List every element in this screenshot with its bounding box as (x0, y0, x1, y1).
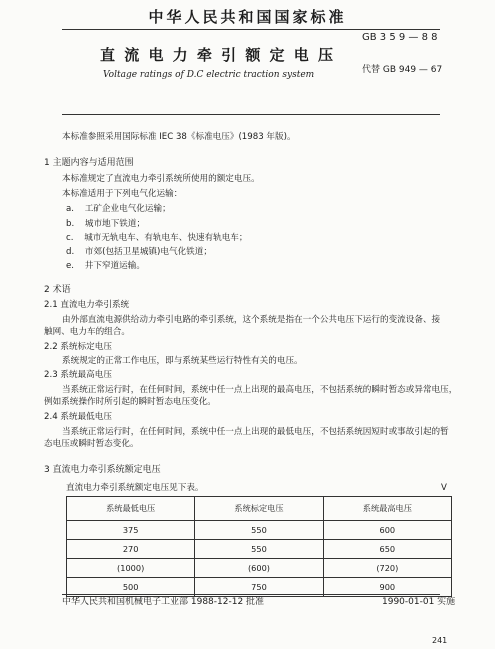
term-2-3-line-1: 当系统正常运行时，在任何时间，系统中任一点上出现的最高电压，不包括系统的瞬时暂态或异常电压， (62, 385, 458, 395)
list-item-d (66, 247, 212, 258)
document-title-english: Voltage ratings of D.C electric traction system (103, 70, 315, 80)
term-2-1-line-1: 由外部直流电源供给动力牵引电路的牵引系统，这个系统是指在一个公共电压下运行的变流设备、接 (62, 315, 441, 325)
list-marker: c. (66, 233, 74, 243)
term-2-3-definition (44, 384, 458, 408)
table-cell: 270 (67, 540, 195, 559)
term-2-3-line-2: 例如系统操作时所引起的瞬时暂态电压变化。 (44, 397, 216, 407)
table-row (67, 540, 452, 559)
standard-number: GB 3 5 9 — 8 8 (362, 32, 438, 43)
term-2-4-definition (44, 426, 449, 450)
list-item-b (66, 219, 145, 230)
table-cell: 600 (323, 521, 451, 540)
table-header-row (67, 497, 452, 521)
section-1-heading: 1 主题内容与适用范围 (44, 158, 134, 168)
section-3-heading: 3 直流电力牵引系统额定电压 (44, 465, 161, 475)
term-2-4-heading: 2.4 系统最低电压 (44, 412, 112, 422)
table-cell: 650 (323, 540, 451, 559)
section-1-paragraph-2: 本标准适用于下列电气化运输： (62, 189, 183, 199)
table-intro: 直流电力牵引系统额定电压见下表。 (66, 483, 204, 493)
implementation-date: 1990-01-01 实施 (382, 597, 456, 607)
list-text: 城市无轨电车、有轨电车、快速有轨电车； (84, 233, 248, 243)
list-item-c (66, 233, 248, 244)
masthead: 中华人民共和国国家标准 (148, 8, 347, 26)
table-cell: 750 (195, 578, 323, 597)
term-2-3-heading: 2.3 系统最高电压 (44, 370, 112, 380)
column-header-max: 系统最高电压 (323, 497, 451, 521)
table-cell: 500 (67, 578, 195, 597)
term-2-2-heading: 2.2 系统标定电压 (44, 342, 112, 352)
list-text: 城市地下铁道； (84, 219, 146, 229)
term-2-1-heading: 2.1 直流电力牵引系统 (44, 300, 130, 310)
table-cell: (720) (323, 559, 451, 578)
table-row (67, 559, 452, 578)
list-text: 井下窄道运输。 (84, 261, 145, 271)
voltage-table (66, 496, 452, 597)
table-cell: 900 (323, 578, 451, 597)
table-row (67, 521, 452, 540)
list-item-a (66, 204, 171, 215)
list-marker: a. (66, 204, 74, 214)
table-cell: 375 (67, 521, 195, 540)
list-marker: b. (66, 219, 75, 229)
replaces-note: 代替 GB 949 — 67 (362, 65, 443, 75)
header-rule (62, 114, 440, 115)
list-text: 工矿企业电气化运输； (84, 204, 171, 214)
column-header-min: 系统最低电压 (67, 497, 195, 521)
list-text: 市郊(包括卫星城镇)电气化铁道； (84, 247, 212, 257)
page-number: 241 (432, 636, 448, 645)
term-2-1-line-2: 触网、电力车的组合。 (44, 327, 130, 337)
table-unit: V (441, 483, 447, 493)
list-marker: e. (66, 261, 75, 271)
term-2-4-line-1: 当系统正常运行时，在任何时间，系统中任一点上出现的最低电压，不包括系统因短时或事故引起的暂 (62, 427, 449, 437)
list-marker: d. (66, 247, 75, 257)
section-2-heading: 2 术语 (44, 285, 71, 295)
table-cell: (600) (195, 559, 323, 578)
term-2-1-definition (44, 314, 460, 338)
list-item-e (66, 261, 145, 272)
section-1-paragraph-1: 本标准规定了直流电力牵引系统所使用的额定电压。 (62, 174, 260, 184)
table-cell: 550 (195, 540, 323, 559)
footer-rule (62, 594, 440, 595)
intro-paragraph: 本标准参照采用国际标准 IEC 38《标准电压》(1983 年版)。 (62, 132, 296, 142)
column-header-nominal: 系统标定电压 (195, 497, 323, 521)
table-cell: 550 (195, 521, 323, 540)
masthead-rule (62, 29, 440, 30)
document-title: 直 流 电 力 牵 引 额 定 电 压 (100, 46, 336, 64)
term-2-2-definition: 系统规定的正常工作电压，即与系统某些运行特性有关的电压。 (62, 356, 303, 366)
table-cell: (1000) (67, 559, 195, 578)
term-2-4-line-2: 态电压或瞬时暂态变化。 (44, 439, 139, 449)
approval-line: 中华人民共和国机械电子工业部 1988-12-12 批准 (62, 597, 265, 607)
